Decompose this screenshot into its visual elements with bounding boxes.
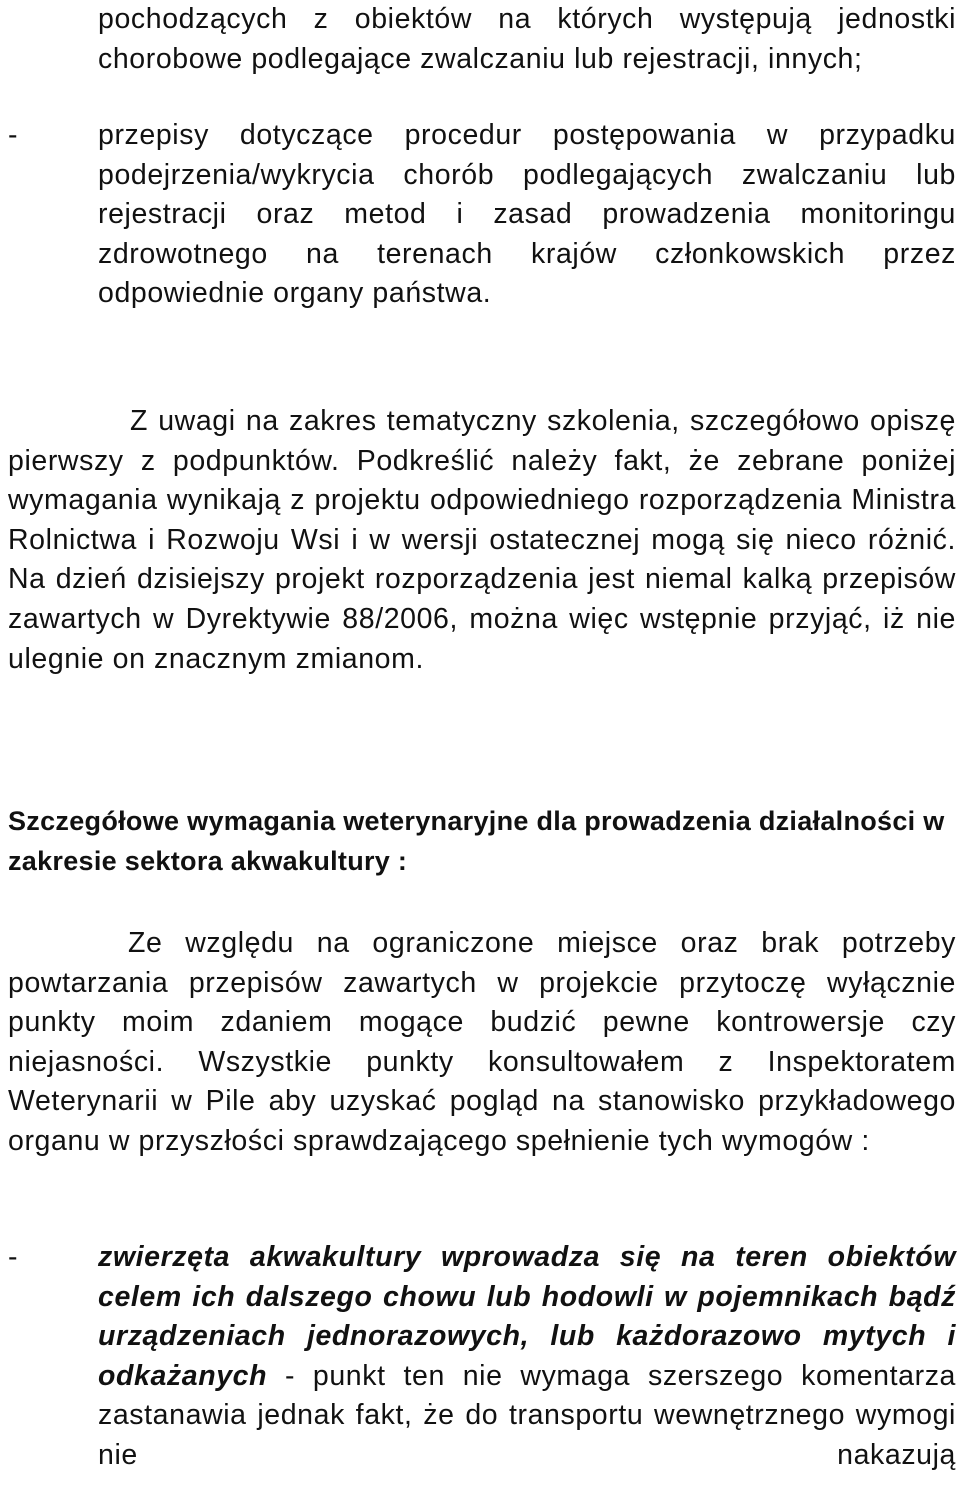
intro-paragraph: Z uwagi na zakres tematyczny szkolenia, szczegółowo opiszę pierwszy z podpunktów. Podkreślić należy fakt, że zebrane poniżej wymagania wynikają z projektu odpowiedniego rozporządzenia Ministra Rolnictwa i Rozwoju Wsi i w wersji ostatecznej mogą się nieco różnić. Na dzień dzisiejszy projekt rozporządzenia jest niemal kalką przepisów zawartych w Dyrektywie 88/2006, można więc wstępnie przyjąć, iż nie ulegnie on znacznym zmianom. bbox=[8, 405, 956, 675]
bullet-dash: - bbox=[8, 1241, 18, 1273]
bullet-aquaculture-rest: - punkt ten nie wymaga szerszego komentarza zastanawia jednak fakt, że do transportu wewnętrznego wymogi nie nakazują bbox=[98, 1359, 956, 1471]
bullet-aquaculture-emphasis: zwierzęta akwakultury wprowadza się na teren obiektów celem ich dalszego chowu lub hodowli w pojemnikach bądź urządzeniach jednorazowych, lub każdorazowo mytych i odkażanych bbox=[98, 1241, 956, 1392]
section-heading: Szczegółowe wymagania weterynaryjne dla prowadzenia działalności w zakresie sektora akwakultury : bbox=[8, 806, 945, 876]
bullet-aquaculture bbox=[98, 1238, 956, 1476]
list-continuation-text: pochodzących z obiektów na których występują jednostki chorobowe podlegające zwalczaniu lub rejestracji, innych; bbox=[98, 3, 956, 75]
consult-paragraph: Ze względu na ograniczone miejsce oraz brak potrzeby powtarzania przepisów zawartych w projekcie przytoczę wyłącznie punkty moim zdaniem mogące budzić pewne kontrowersje czy niejasności. Wszystkie punkty konsultowałem z Inspektoratem Weterynarii w Pile aby uzyskać pogląd na stanowisko przykładowego organu w przyszłości sprawdzającego spełnienie tych wymogów : bbox=[8, 927, 956, 1157]
bullet-dash: - bbox=[8, 119, 18, 151]
bullet-procedures-text: przepisy dotyczące procedur postępowania w przypadku podejrzenia/wykrycia chorób podlegających zwalczaniu lub rejestracji oraz metod i zasad prowadzenia monitoringu zdrowotnego na terenach krajów członkowskich przez odpowiednie organy państwa. bbox=[98, 119, 956, 310]
